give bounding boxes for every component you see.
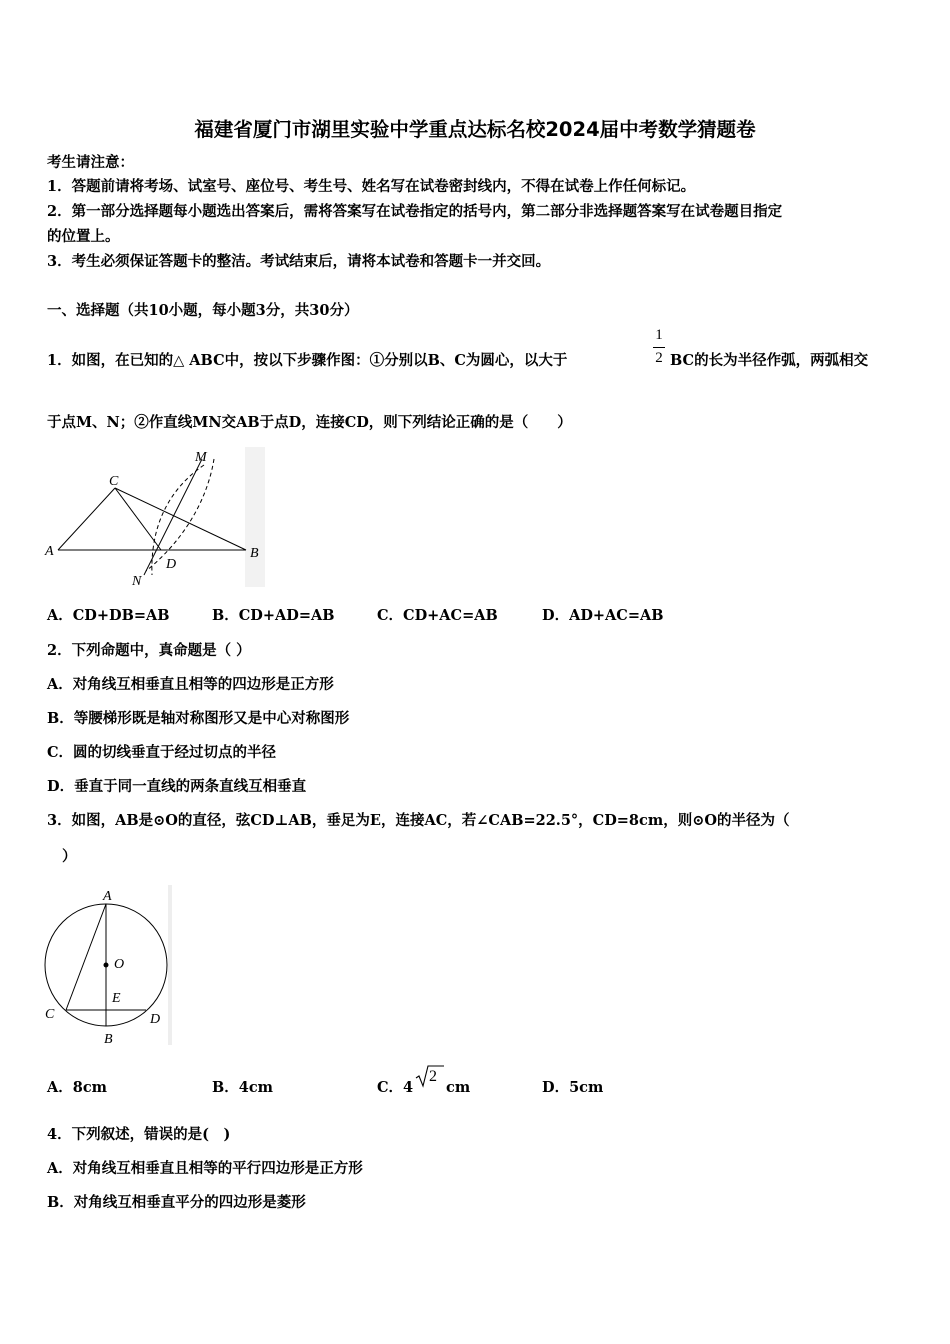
label-o: O xyxy=(114,957,125,972)
q3-option-c-unit: cm xyxy=(446,1079,471,1096)
label-n: N xyxy=(132,574,142,589)
q2-option-d: D．垂直于同一直线的两条直线互相垂直 xyxy=(47,778,307,795)
q1-option-c: C．CD+AC=AB xyxy=(377,607,498,624)
label-a: A xyxy=(45,544,54,559)
q3-stem-line1: 3．如图，AB是⊙O的直径，弦CD⊥AB，垂足为E，连接AC，若∠CAB=22.5°，CD=8cm，则⊙O的半径为（ xyxy=(47,812,790,829)
label-d: D xyxy=(150,1012,161,1027)
figure-edge-strip xyxy=(168,885,172,1045)
q1-option-b: B．CD+AD=AB xyxy=(212,607,335,624)
q4-stem: 4．下列叙述，错误的是( ) xyxy=(47,1126,231,1143)
notice-item-2: 2．第一部分选择题每小题选出答案后，需将答案写在试卷指定的括号内，第二部分非选择题答案写在试卷题目指定 xyxy=(47,203,783,220)
label-b: B xyxy=(250,546,259,561)
center-point-o xyxy=(104,963,109,968)
q2-option-c: C．圆的切线垂直于经过切点的半径 xyxy=(47,744,277,761)
q3-option-b: B．4cm xyxy=(212,1079,274,1096)
q1-option-a: A．CD+DB=AB xyxy=(47,607,170,624)
segment-ac xyxy=(58,488,115,550)
document-title: 福建省厦门市湖里实验中学重点达标名校2024届中考数学猜题卷 xyxy=(194,118,756,141)
label-d: D xyxy=(166,557,177,572)
arc-from-c xyxy=(146,459,214,571)
notice-item-1: 1．答题前请将考场、试室号、座位号、考生号、姓名写在试卷密封线内，不得在试卷上作任何标记。 xyxy=(47,178,696,195)
fraction-numerator: 1 xyxy=(655,327,663,343)
segment-cb xyxy=(115,488,246,550)
figure-background-strip xyxy=(245,447,265,587)
label-e: E xyxy=(112,991,121,1006)
q2-stem: 2．下列命题中，真命题是（ ） xyxy=(47,642,251,659)
q4-option-a: A．对角线互相垂直且相等的平行四边形是正方形 xyxy=(47,1160,363,1177)
q3-option-c-prefix: C．4 xyxy=(377,1079,414,1096)
q1-stem-line2: 于点M、N；②作直线MN交AB于点D，连接CD，则下列结论正确的是（ ） xyxy=(47,414,572,431)
section-heading: 一、选择题（共10小题，每小题3分，共30分） xyxy=(47,302,359,319)
notice-heading: 考生请注意： xyxy=(47,154,134,171)
fraction-denominator: 2 xyxy=(655,350,663,366)
q2-option-a: A．对角线互相垂直且相等的四边形是正方形 xyxy=(47,676,334,693)
q4-option-b: B．对角线互相垂直平分的四边形是菱形 xyxy=(47,1194,306,1211)
q3-option-d: D．5cm xyxy=(542,1079,604,1096)
segment-ac xyxy=(66,904,106,1010)
q2-option-b: B．等腰梯形既是轴对称图形又是中心对称图形 xyxy=(47,710,350,727)
q3-circle-figure xyxy=(42,885,172,1047)
q3-option-c-radicand: 2 xyxy=(429,1068,437,1085)
q1-option-d: D．AD+AC=AB xyxy=(542,607,664,624)
label-m: M xyxy=(195,450,207,465)
label-c: C xyxy=(45,1007,55,1022)
notice-item-2-cont: 的位置上。 xyxy=(47,228,120,245)
label-b: B xyxy=(104,1032,113,1047)
q3-stem-line2: ） xyxy=(62,848,77,865)
notice-item-3: 3．考生必须保证答题卡的整洁。考试结束后，请将本试卷和答题卡一并交回。 xyxy=(47,253,551,270)
q1-stem-part2: BC的长为半径作弧，两弧相交 xyxy=(670,352,869,369)
label-a: A xyxy=(103,889,112,904)
q1-stem-part1: 1．如图，在已知的△ ABC中，按以下步骤作图：①分别以B、C为圆心，以大于 xyxy=(47,352,568,369)
q1-triangle-figure xyxy=(42,447,267,590)
label-c: C xyxy=(109,474,119,489)
fraction-bar xyxy=(653,347,665,348)
q3-option-a: A．8cm xyxy=(47,1079,108,1096)
